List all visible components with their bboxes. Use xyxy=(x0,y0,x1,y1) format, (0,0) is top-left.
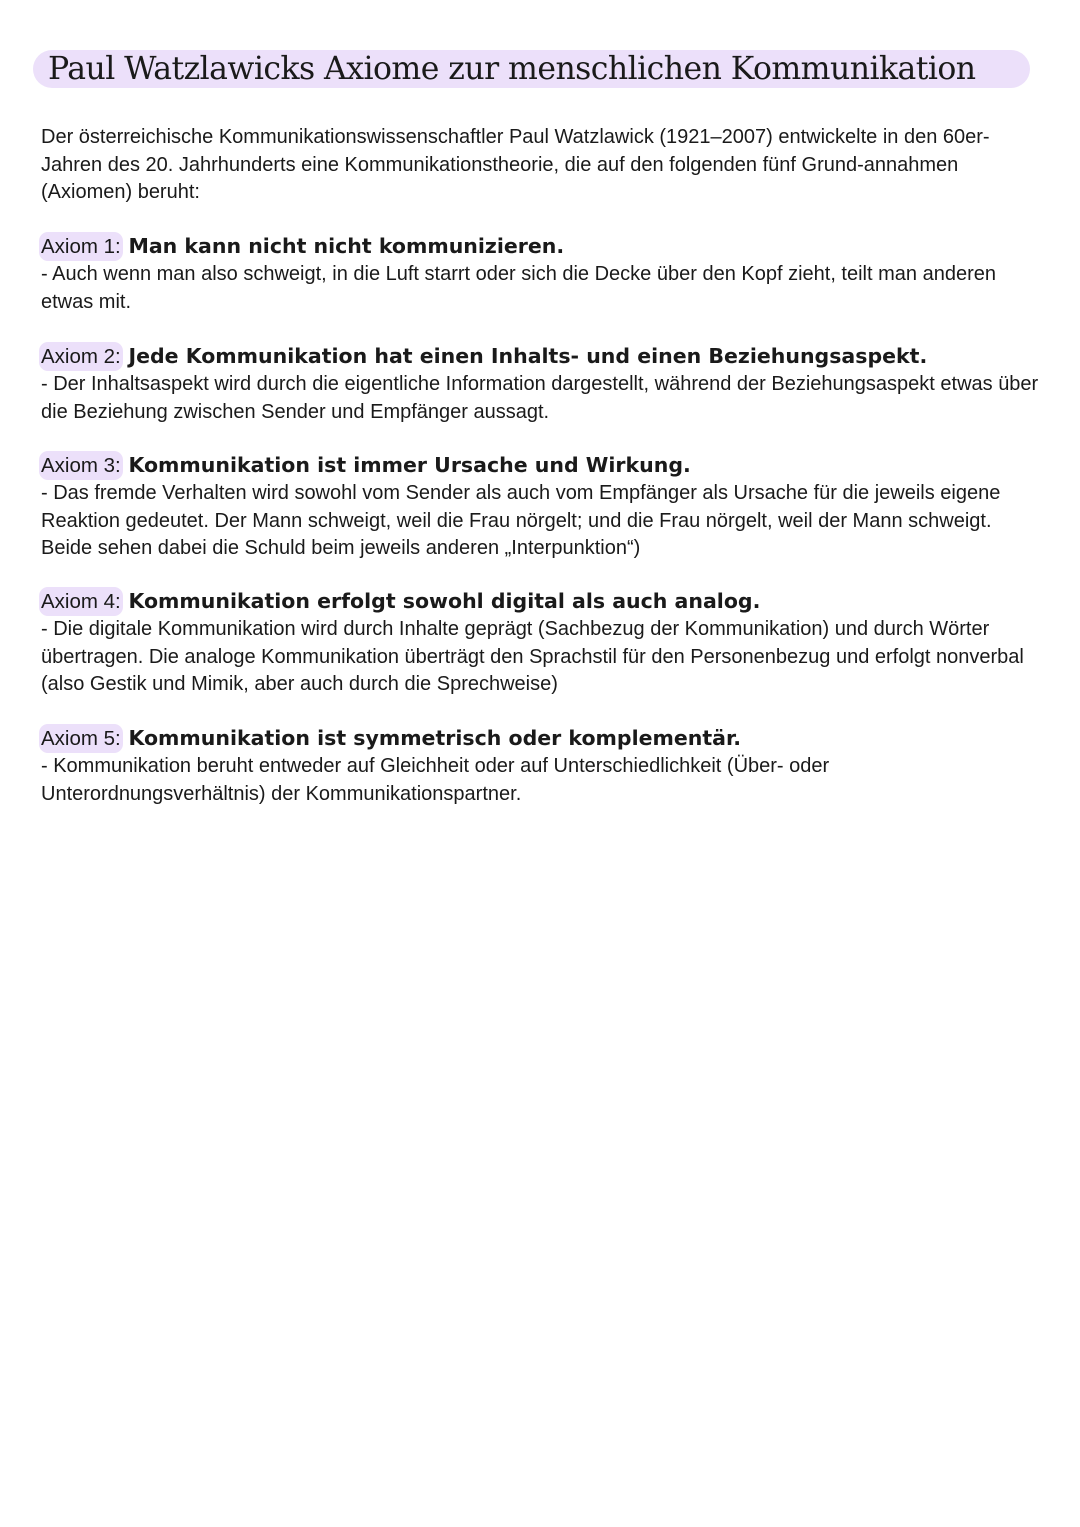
axiom-heading xyxy=(41,451,1041,480)
axiom-label: Axiom 3: xyxy=(39,451,123,480)
axiom-heading xyxy=(41,342,1041,371)
axiom-section-1 xyxy=(41,232,1041,316)
axiom-explanation: - Der Inhaltsaspekt wird durch die eigentliche Information dargestellt, während der Beziehungsaspekt etwas über die Beziehung zwischen Sender und Empfänger aussagt. xyxy=(41,373,1039,423)
axiom-label: Axiom 4: xyxy=(39,587,123,616)
axiom-label: Axiom 5: xyxy=(39,724,123,753)
axiom-claim: Man kann nicht nicht kommunizieren. xyxy=(128,234,565,258)
axiom-label: Axiom 1: xyxy=(39,232,123,261)
axiom-explanation: - Kommunikation beruht entweder auf Gleichheit oder auf Unterschiedlichkeit (Über- oder Unterordnungsverhältnis) der Kommunikationspartner. xyxy=(41,755,830,805)
axiom-heading xyxy=(41,724,1041,753)
axiom-section-5 xyxy=(41,724,1041,808)
axiom-heading xyxy=(41,232,1041,261)
intro-paragraph: Der österreichische Kommunikationswissenschaftler Paul Watzlawick (1921–2007) entwickelte in den 60er-Jahren des 20. Jahrhunderts eine Kommunikationstheorie, die auf den folgenden fünf Grund-annahmen (Axiomen) beruht: xyxy=(41,126,990,203)
axiom-explanation: - Die digitale Kommunikation wird durch Inhalte geprägt (Sachbezug der Kommunikation) und durch Wörter übertragen. Die analoge Kommunikation überträgt den Sprachstil für den Personenbezug und erfolgt nonverbal (also Gestik und Mimik, aber auch durch die Sprechweise) xyxy=(41,618,1024,695)
axiom-explanation: - Auch wenn man also schweigt, in die Luft starrt oder sich die Decke über den Kopf zieht, teilt man anderen etwas mit. xyxy=(41,263,996,313)
axiom-claim: Kommunikation ist symmetrisch oder komplementär. xyxy=(128,726,741,750)
axiom-claim: Jede Kommunikation hat einen Inhalts- und einen Beziehungsaspekt. xyxy=(128,344,928,368)
axiom-claim: Kommunikation ist immer Ursache und Wirkung. xyxy=(128,453,691,477)
axiom-label: Axiom 2: xyxy=(39,342,123,371)
axiom-heading xyxy=(41,587,1041,616)
axiom-section-3 xyxy=(41,451,1041,563)
page-title: Paul Watzlawicks Axiome zur menschlichen Kommunikation xyxy=(48,51,976,87)
axiom-claim: Kommunikation erfolgt sowohl digital als auch analog. xyxy=(128,589,761,613)
axiom-section-2 xyxy=(41,342,1041,426)
axiom-section-4 xyxy=(41,587,1041,699)
axiom-explanation: - Das fremde Verhalten wird sowohl vom Sender als auch vom Empfänger als Ursache für die jeweils eigene Reaktion gedeutet. Der Mann schweigt, weil die Frau nörgelt; und die Frau nörgelt, weil der Mann schweigt. Beide sehen dabei die Schuld beim jeweils anderen „Interpunktion“) xyxy=(41,482,1001,559)
